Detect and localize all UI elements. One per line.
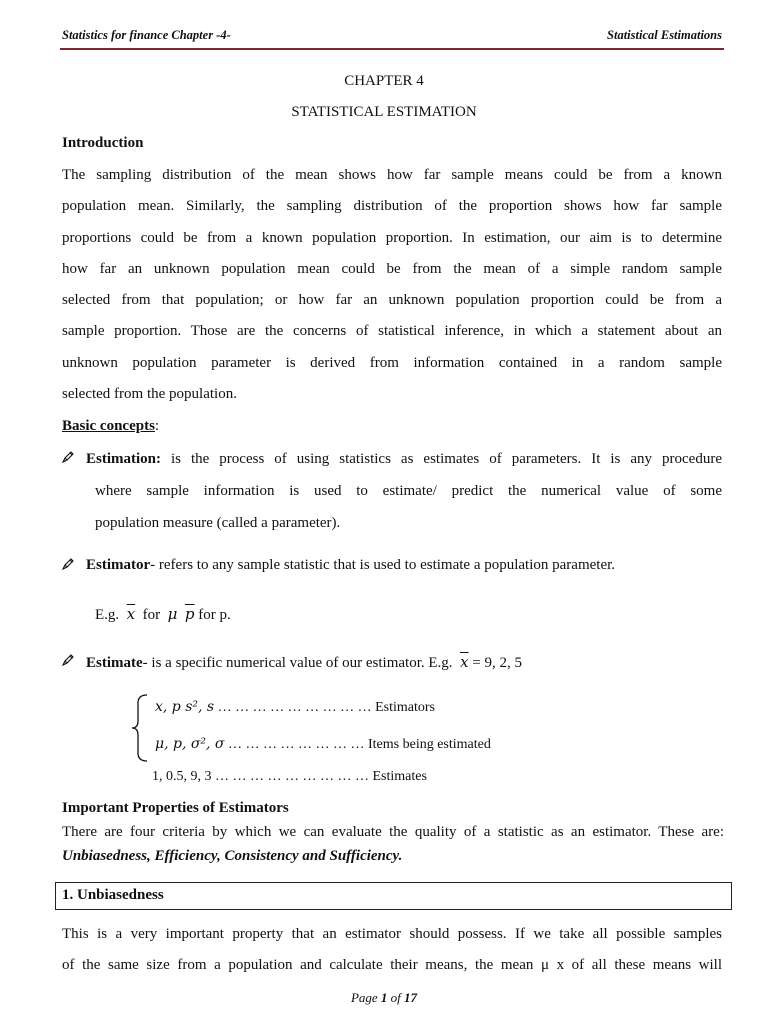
estimator-text: - refers to any sample statistic that is used to estimate a population parameter.: [150, 557, 616, 573]
estimate-values: = 9, 2, 5: [472, 655, 522, 671]
running-header: [62, 28, 722, 46]
x-bar-symbol: $\overline{x}$: [126, 605, 136, 623]
intro-line: population mean. Similarly, the sampling distribution of the proportion shows how far sample: [62, 198, 722, 215]
eg-prefix: E.g.: [95, 607, 120, 623]
basic-concepts-heading: [62, 418, 159, 435]
estimators-math: x, p s², s: [155, 699, 215, 715]
section-title: 1. Unbiasedness: [62, 887, 164, 903]
properties-heading: Important Properties of Estimators: [62, 800, 289, 816]
basic-concepts-label: Basic concepts: [62, 418, 155, 434]
pen-bullet-icon: [62, 451, 82, 468]
intro-line: selected from that population; or how far an unknown population proportion could be from a: [62, 292, 722, 309]
footer-total-pages: 17: [404, 990, 418, 1005]
estimation-text2: where sample information is used to estimate/ predict the numerical value of some: [95, 483, 722, 499]
estimators-label: Estimators: [375, 700, 435, 715]
brace-row-estimates: [152, 769, 427, 785]
estimators-dots: … … … … … … … … …: [217, 700, 372, 715]
unbiased-line: This is a very important property that an estimator should possess. If we take all possible samples: [62, 926, 722, 942]
pen-bullet-icon: [62, 558, 82, 575]
properties-list: Unbiasedness, Efficiency, Consistency and Sufficiency.: [62, 848, 403, 864]
intro-paragraph: [62, 160, 722, 410]
intro-heading: Introduction: [62, 135, 144, 151]
intro-line: sample proportion. Those are the concerns of statistical inference, in which a statement about an: [62, 323, 722, 340]
header-right: Statistical Estimations: [607, 28, 722, 42]
p-bar-symbol: $\overline{p}$: [184, 605, 195, 623]
intro-line: The sampling distribution of the mean shows how far sample means could be from a known: [62, 167, 722, 183]
intro-line: how far an unknown population mean could be from the mean of a simple random sample: [62, 260, 722, 277]
estimate-term: Estimate: [86, 655, 143, 671]
left-brace-icon: [128, 693, 150, 763]
estimates-values: 1, 0.5, 9, 3: [152, 769, 212, 784]
estimate-line: [86, 653, 522, 672]
unbiased-line: of the same size from a population and calculate their means, the mean μ x of all these means will: [62, 957, 722, 974]
section-box: [55, 882, 732, 910]
estimation-line1: [86, 451, 722, 468]
estimates-dots: … … … … … … … … …: [215, 769, 369, 784]
eg-for: for: [142, 607, 161, 623]
estimation-text3: population measure (called a parameter).: [95, 514, 341, 531]
estimator-line: [86, 557, 615, 574]
footer-of-word: of: [390, 990, 401, 1005]
page-title: STATISTICAL ESTIMATION: [291, 104, 477, 120]
footer-page-word: Page: [350, 990, 378, 1005]
intro-line: proportions could be from a known population proportion. In estimation, our aim is to determine: [62, 229, 722, 246]
basic-concepts-colon: :: [154, 418, 160, 434]
intro-line: selected from the population.: [62, 386, 237, 403]
unbiased-paragraph: [62, 919, 722, 982]
x-bar-symbol: $\overline{x}$: [460, 653, 469, 671]
estimation-text1: is the process of using statistics as estimates of parameters. It is any procedure: [171, 451, 722, 467]
header-left: Statistics for finance Chapter -4-: [62, 28, 231, 42]
footer-page-number: 1: [380, 990, 388, 1005]
example-line: [95, 605, 231, 624]
parameters-label: Items being estimated: [368, 737, 491, 752]
estimate-text: - is a specific numerical value of our estimator. E.g.: [142, 655, 453, 671]
brace-row-parameters: [155, 736, 491, 753]
estimator-term: Estimator: [86, 557, 151, 573]
header-rule: [60, 48, 724, 50]
properties-intro: There are four criteria by which we can evaluate the quality of a statistic as an estimator. These are:: [62, 824, 724, 840]
mu-symbol: μ: [167, 605, 178, 623]
estimates-label: Estimates: [372, 769, 427, 784]
estimation-continued: [95, 476, 722, 539]
pen-bullet-icon: [62, 654, 82, 671]
parameters-dots: … … … … … … … …: [228, 737, 365, 752]
page-footer: [0, 990, 768, 1006]
chapter-label: CHAPTER 4: [344, 73, 424, 89]
parameters-math: μ, p, σ², σ: [155, 736, 225, 752]
intro-line: unknown population parameter is derived from information contained in a random sample: [62, 354, 722, 371]
estimation-term: Estimation:: [86, 451, 161, 467]
brace-row-estimators: [155, 699, 435, 716]
eg-for-p: for p.: [198, 607, 231, 623]
